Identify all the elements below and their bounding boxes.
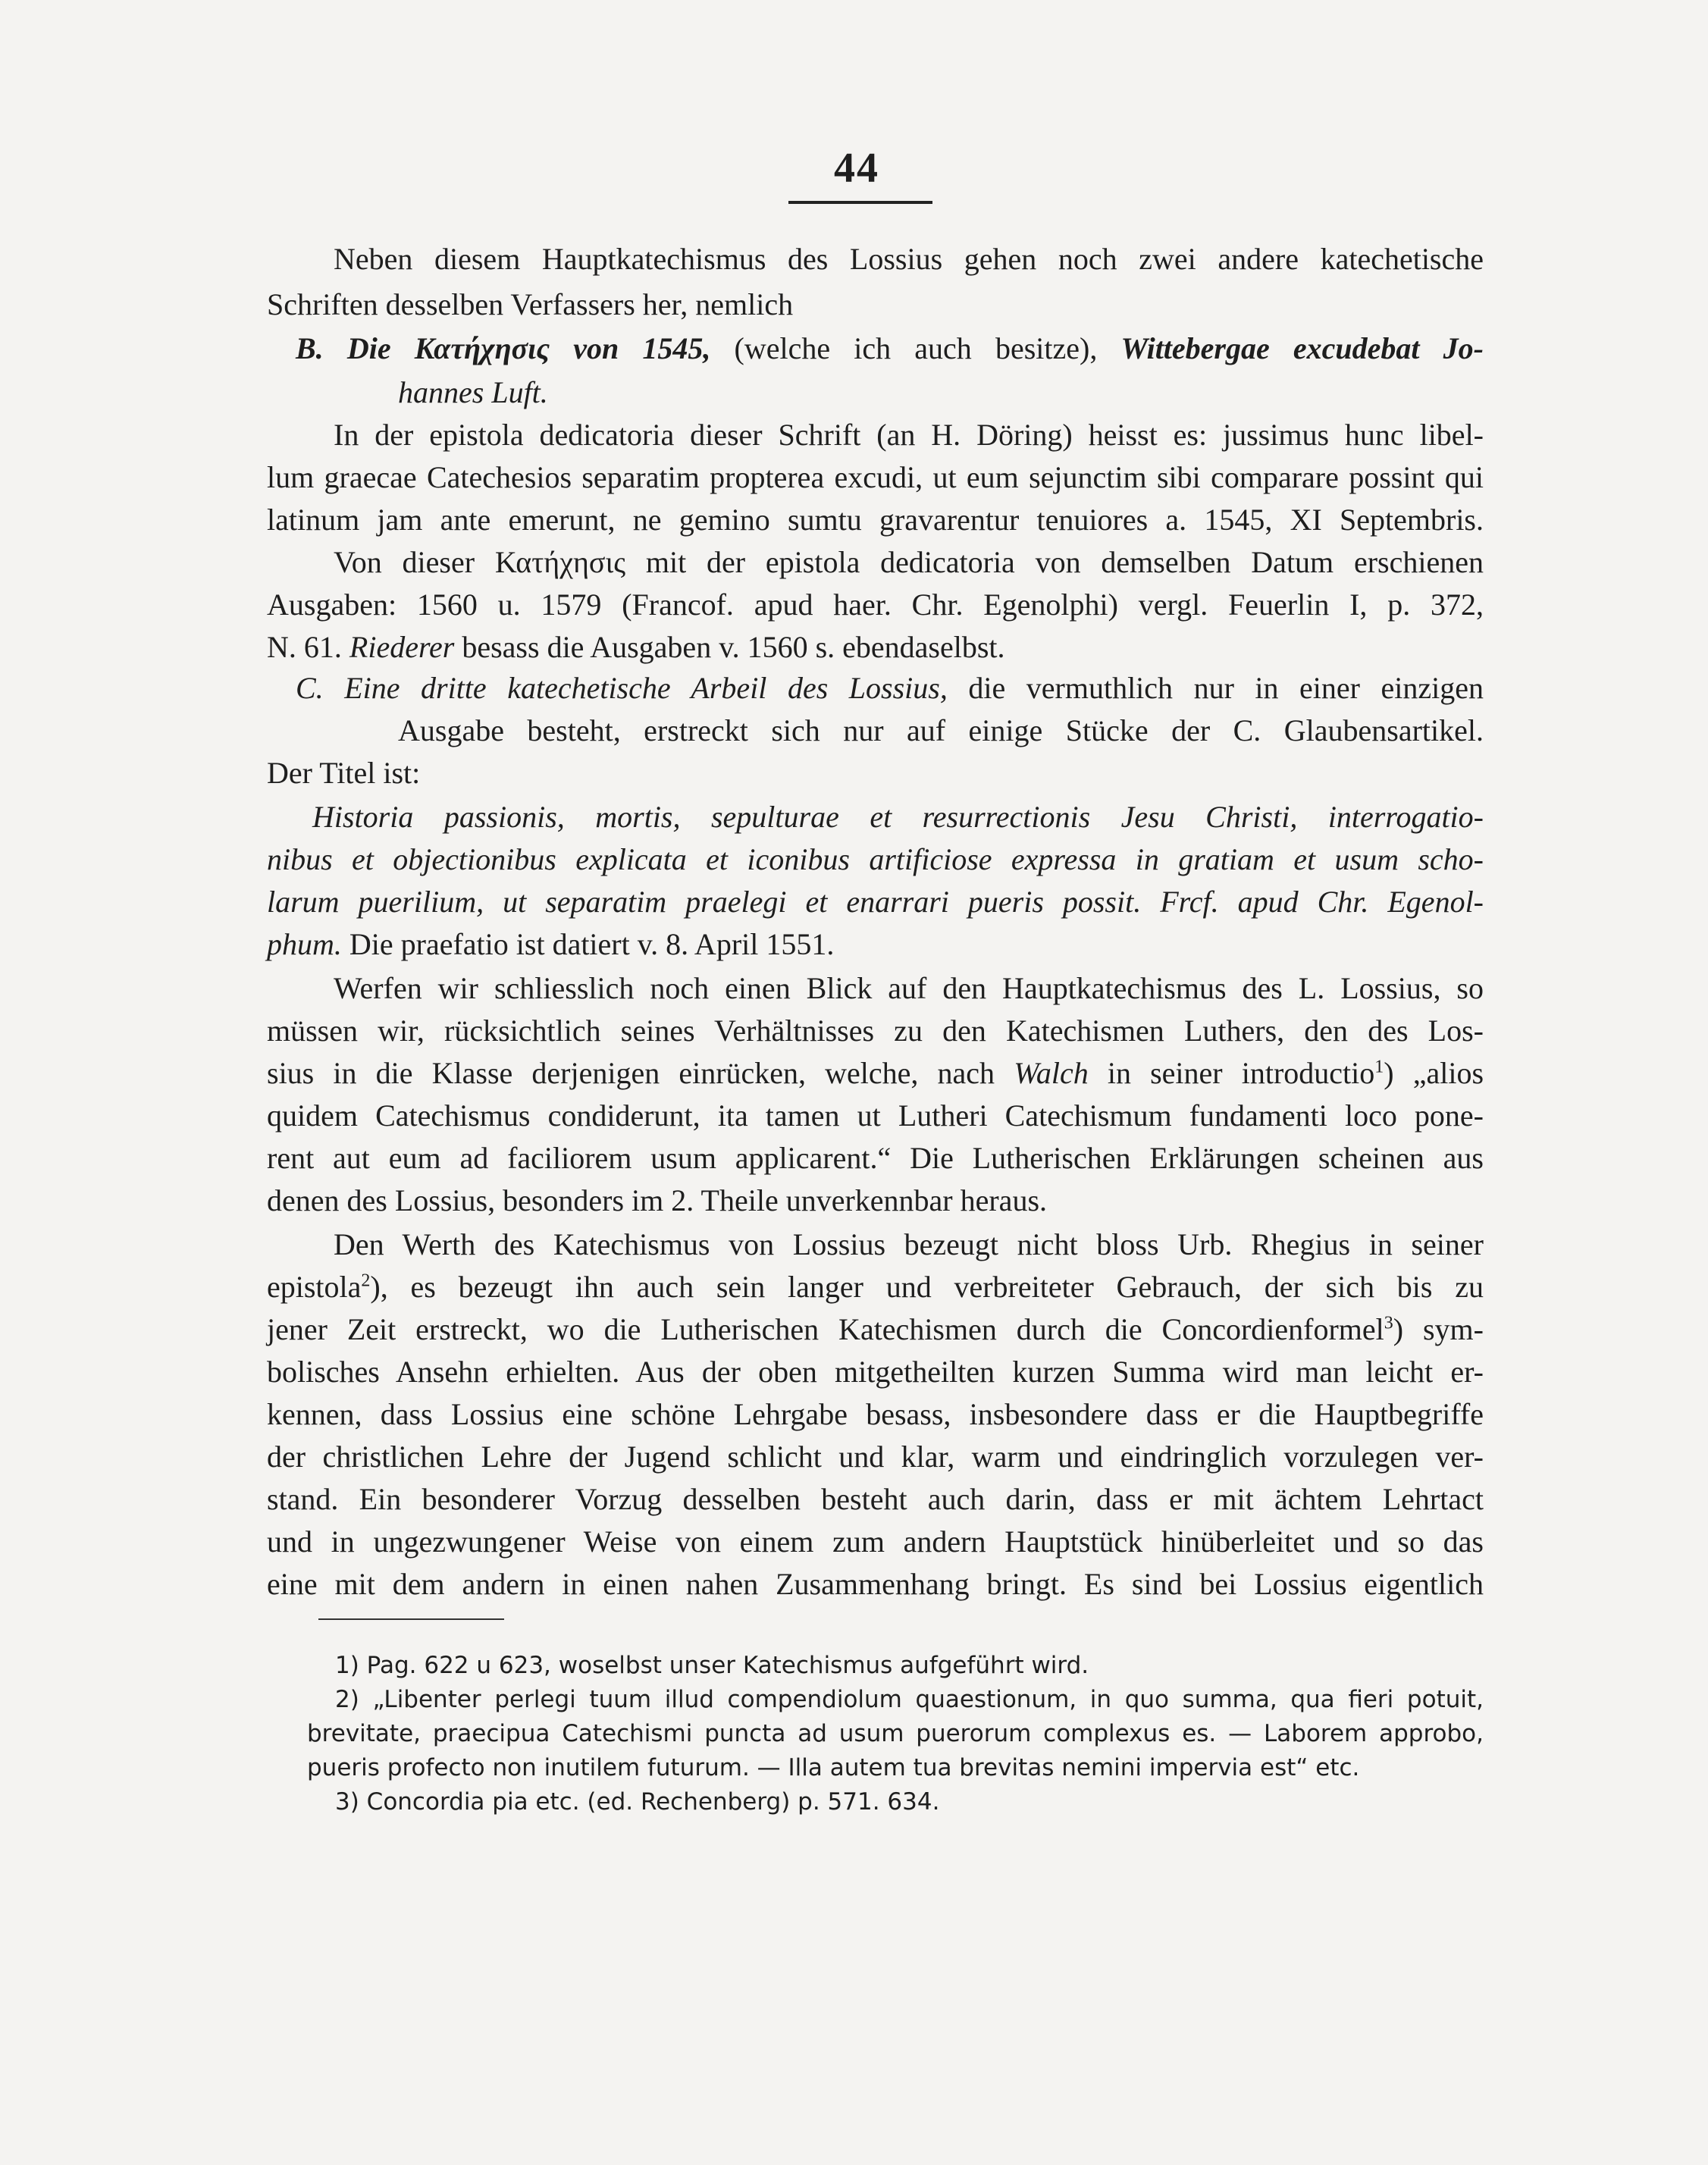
text-line: Werfen wir schliesslich noch einen Blick auf den Hauptkatechismus des L. Lossius, so	[334, 971, 1484, 1005]
entry-c-line	[296, 667, 1484, 710]
text-run: ) „alios	[1384, 1056, 1484, 1090]
text-line: denen des Lossius, besonders im 2. Theile unverkennbar heraus.	[267, 1183, 1048, 1217]
text-line	[267, 626, 1484, 669]
text-run: N. 61.	[267, 630, 342, 664]
book-title-end: phum.	[267, 927, 342, 961]
page-number: 44	[834, 145, 879, 192]
text-line: lum graecae Catechesios separatim propterea excudi, ut eum sejunctim sibi comparare possint qui	[267, 460, 1484, 494]
text-line: hannes Luft.	[398, 375, 548, 409]
text-line: Schriften desselben Verfassers her, nemlich	[267, 287, 794, 321]
text-line	[267, 1308, 1484, 1351]
author-name: Riederer	[349, 630, 455, 664]
text-line: bolisches Ansehn erhielten. Aus der oben mitgetheilten kurzen Summa wird man leicht er-	[267, 1355, 1484, 1389]
text-line: latinum jam ante emerunt, ne gemino sumtu gravarentur tenuiores a. 1545, XI Septembris.	[267, 503, 1484, 537]
page-number-rule	[788, 201, 932, 204]
text-line: müssen wir, rücksichtlich seines Verhältnisses zu den Katechismen Luthers, den des Los-	[267, 1014, 1484, 1048]
entry-b-label: B. Die Κατήχησις von 1545,	[296, 331, 711, 365]
book-title-line: larum puerilium, ut separatim praelegi et enarrari pueris possit. Frcf. apud Chr. Egenol-	[267, 885, 1484, 919]
text-run: Die praefatio ist datiert v. 8. April 1551.	[349, 927, 835, 961]
text-run: ), es bezeugt ihn auch sein langer und verbreiteter Gebrauch, der sich bis zu	[370, 1270, 1484, 1304]
text-line: kennen, dass Lossius eine schöne Lehrgabe besass, insbesondere dass er die Hauptbegriffe	[267, 1397, 1484, 1431]
text-run: die vermuthlich nur in einer einzigen	[968, 671, 1484, 705]
footnote-2-cont: brevitate, praecipua Catechismi puncta ad usum puerorum complexus es. — Laborem approbo,	[307, 1720, 1484, 1747]
author-name: Walch	[1014, 1056, 1089, 1090]
footnote-2-cont: pueris profecto non inutilem futurum. — Illa autem tua brevitas nemini impervia est“ etc.	[307, 1754, 1360, 1781]
text-line: Den Werth des Katechismus von Lossius bezeugt nicht bloss Urb. Rhegius in seiner	[334, 1227, 1484, 1261]
text-run: jener Zeit erstreckt, wo die Lutherischen Katechismen durch die Concordienformel	[267, 1312, 1384, 1346]
text-line: rent aut eum ad faciliorem usum applicarent.“ Die Lutherischen Erklärungen scheinen aus	[267, 1141, 1484, 1175]
text-line: Ausgabe besteht, erstreckt sich nur auf einige Stücke der C. Glaubensartikel.	[398, 713, 1484, 747]
text-line	[267, 1266, 1484, 1308]
entry-c-label: C. Eine dritte katechetische Arbeil des Lossius,	[296, 671, 948, 705]
text-line: Ausgaben: 1560 u. 1579 (Francof. apud haer. Chr. Egenolphi) vergl. Feuerlin I, p. 372,	[267, 587, 1484, 622]
text-line: und in ungezwungener Weise von einem zum andern Hauptstück hinüberleitet und so das	[267, 1524, 1484, 1559]
entry-b-line	[296, 327, 1484, 370]
text-line	[267, 1052, 1484, 1095]
text-line: In der epistola dedicatoria dieser Schrift (an H. Döring) heisst es: jussimus hunc libel-	[334, 418, 1484, 452]
text-run: ) sym-	[1393, 1312, 1484, 1346]
text-line: quidem Catechismus condiderunt, ita tamen ut Lutheri Catechismum fundamenti loco pone-	[267, 1098, 1484, 1133]
entry-b-note: (welche ich auch besitze),	[734, 331, 1098, 365]
footnote-ref: 3	[1384, 1313, 1393, 1333]
book-title-line: nibus et objectionibus explicata et iconibus artificiose expressa in gratiam et usum scho-	[267, 842, 1484, 876]
footnote-1: 1) Pag. 622 u 623, woselbst unser Katechismus aufgeführt wird.	[335, 1652, 1089, 1679]
text-line: der christlichen Lehre der Jugend schlicht und klar, warm und eindringlich vorzulegen ver-	[267, 1440, 1484, 1474]
text-line	[267, 923, 1484, 966]
text-line: stand. Ein besonderer Vorzug desselben besteht auch darin, dass er mit ächtem Lehrtact	[267, 1482, 1484, 1516]
footnote-ref: 2	[361, 1270, 371, 1291]
text-line: eine mit dem andern in einen nahen Zusammenhang bringt. Es sind bei Lossius eigentlich	[267, 1567, 1484, 1601]
footnote-rule	[318, 1618, 504, 1620]
text-line: Neben diesem Hauptkatechismus des Lossius gehen noch zwei andere katechetische	[334, 242, 1484, 276]
footnote-2: 2) „Libenter perlegi tuum illud compendiolum quaestionum, in quo summa, qua fieri potuit,	[335, 1686, 1484, 1713]
text-run: sius in die Klasse derjenigen einrücken, welche, nach	[267, 1056, 995, 1090]
text-run: epistola	[267, 1270, 362, 1304]
footnote-ref: 1	[1374, 1057, 1384, 1077]
footnote-3: 3) Concordia pia etc. (ed. Rechenberg) p. 571. 634.	[335, 1788, 940, 1816]
text-run: besass die Ausgaben v. 1560 s. ebendaselbst.	[462, 630, 1005, 664]
text-line: Der Titel ist:	[267, 756, 421, 790]
entry-b-imprint: Wittebergae excudebat Jo-	[1120, 331, 1484, 365]
text-line: Von dieser Κατήχησις mit der epistola dedicatoria von demselben Datum erschienen	[334, 545, 1484, 579]
text-run: in seiner introductio	[1107, 1056, 1375, 1090]
book-title-line: Historia passionis, mortis, sepulturae et resurrectionis Jesu Christi, interrogatio-	[312, 800, 1484, 834]
